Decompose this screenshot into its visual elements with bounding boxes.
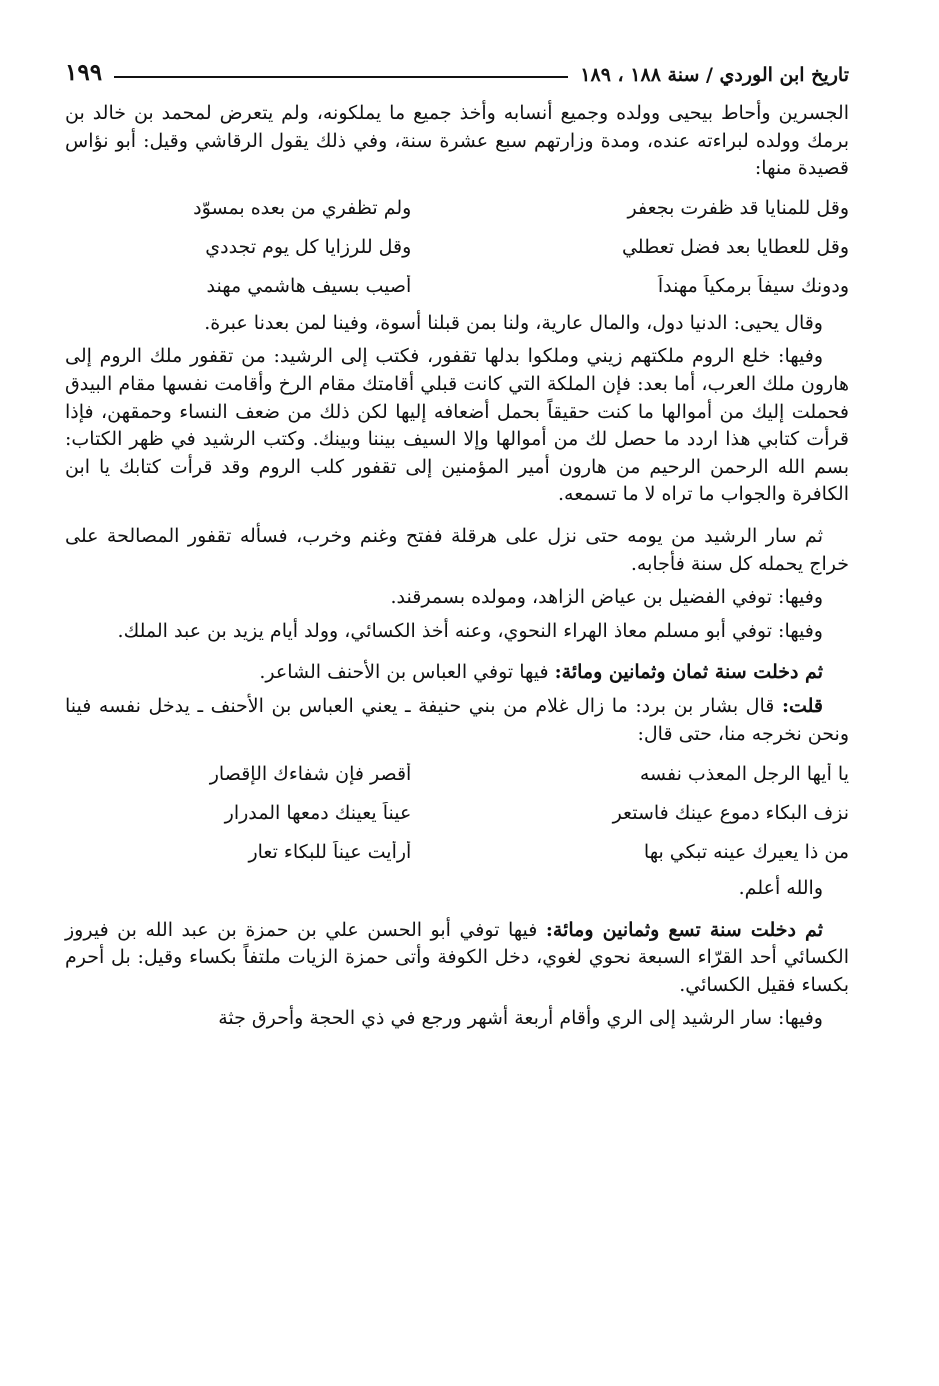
body-text [65,100,849,1033]
year-heading: ثم دخلت سنة ثمان وثمانين ومائة: [554,661,823,684]
running-title: تاريخ ابن الوردي / سنة ١٨٨ ، ١٨٩ [580,64,849,86]
page-header [65,30,849,86]
verse [65,754,849,793]
verse [65,189,849,228]
hemistich-first: من ذا يعيرك عينه تبكي بها [643,840,849,863]
paragraph-8 [65,693,849,748]
paragraph-4: ثم سار الرشيد من يومه حتى نزل على هرقلة ففتح وغنم وخرب، فسأله تقفور المصالحة على خراج يحمله كل سنة فأجابه. [65,524,849,575]
year-heading: ثم دخلت سنة تسع وثمانين ومائة: [545,918,823,941]
hemistich-second: ولم تظفري من بعده بمسوّد [193,197,412,220]
hemistich-second: أقصر فإن شفاءك الإقصار [209,762,412,785]
paragraph-8-text: قال بشار بن برد: ما زال غلام من بني حنيفة ـ يعني العباس بن الأحنف ـ يدخل نفسه فينا ونحن نخرجه منا، حتى قال: [65,694,849,745]
paragraph-1: الجسرين وأحاط بيحيى وولده وجميع أنسابه وأخذ جميع ما يملكونه، ولم يتعرض لمحمد بن خالد بن برمك وولده لبراءته عنده، ومدة وزارتهم سبع عشرة سنة، وفي ذلك يقول الرقاشي وقيل: أبو نؤاس قصيدة منها: [65,102,849,180]
paragraph-5: وفيها: توفي الفضيل بن عياض الزاهد، ومولده بسمرقند. [390,586,823,609]
qultu-heading: قلت: [781,694,824,717]
paragraph-6: وفيها: توفي أبو مسلم معاذ الهراء النحوي، وعنه أخذ الكسائي، وولد أيام يزيد بن عبد الملك. [117,619,823,642]
hemistich-second: أصيب بسيف هاشمي مهند [206,275,412,298]
verse [65,267,849,306]
paragraph-7-text: فيها توفي العباس بن الأحنف الشاعر. [259,661,549,684]
poem-2 [65,754,849,871]
verse [65,793,849,832]
hemistich-second: وقل للرزايا كل يوم تجددي [205,236,412,259]
hemistich-second: أرأيت عيناً للبكاء تعار [248,840,412,863]
paragraph-11: وفيها: سار الرشيد إلى الري وأقام أربعة أشهر ورجع في ذي الحجة وأحرق جثة [218,1007,823,1030]
paragraph-2: وقال يحيى: الدنيا دول، والمال عارية، ولنا بمن قبلنا أسوة، وفينا لمن بعدنا عبرة. [204,311,823,334]
paragraph-9: والله أعلم. [738,877,823,900]
verse [65,228,849,267]
hemistich-first: يا أيها الرجل المعذب نفسه [639,762,849,785]
hemistich-second: عيناً يعينك دمعها المدرار [224,801,412,824]
header-rule [114,76,568,78]
hemistich-first: نزف البكاء دموع عينك فاستعر [612,801,849,824]
verse [65,832,849,871]
hemistich-first: وقل للمنايا قد ظفرت بجعفر [627,197,849,220]
poem-1 [65,189,849,306]
hemistich-first: وقل للعطايا بعد فضل تعطلي [621,236,849,259]
paragraph-10 [65,917,849,1000]
paragraph-7 [65,659,849,687]
paragraph-10-text: فيها توفي أبو الحسن علي بن حمزة بن عبد الله بن فيروز الكسائي أحد القرّاء السبعة نحوي لغوي، دخل الكوفة وأتى حمزة الزيات ملتفاً بكساء وقيل: بل أحرم بكساء فقيل الكسائي. [65,918,849,996]
hemistich-first: ودونك سيفاً برمكياً مهنداً [657,275,849,298]
paragraph-3: وفيها: خلع الروم ملكتهم زيني وملكوا بدلها تقفور، فكتب إلى الرشيد: من تقفور ملك الروم إلى هارون ملك العرب، أما بعد: فإن الملكة التي كانت قبلي أقامتك مقام الرخ وأقامت نفسها مقام البيدق فحملت إليك من أموالها ما كنت حقيقاً بحمل أضعافه إليها لكن ذلك من ضعف النساء وحمقهن، فإذا قرأت كتابي هذا اردد ما حصل لك من أموالها وإلا السيف بيننا وبينك. وكتب الرشيد في ظهر الكتاب: بسم الله الرحمن الرحيم من هارون أمير المؤمنين إلى تقفور كلب الروم وقد قرأت كتابك يا ابن الكافرة والجواب ما تراه لا ما تسمعه. [65,345,849,506]
page-number: ١٩٩ [65,59,103,86]
